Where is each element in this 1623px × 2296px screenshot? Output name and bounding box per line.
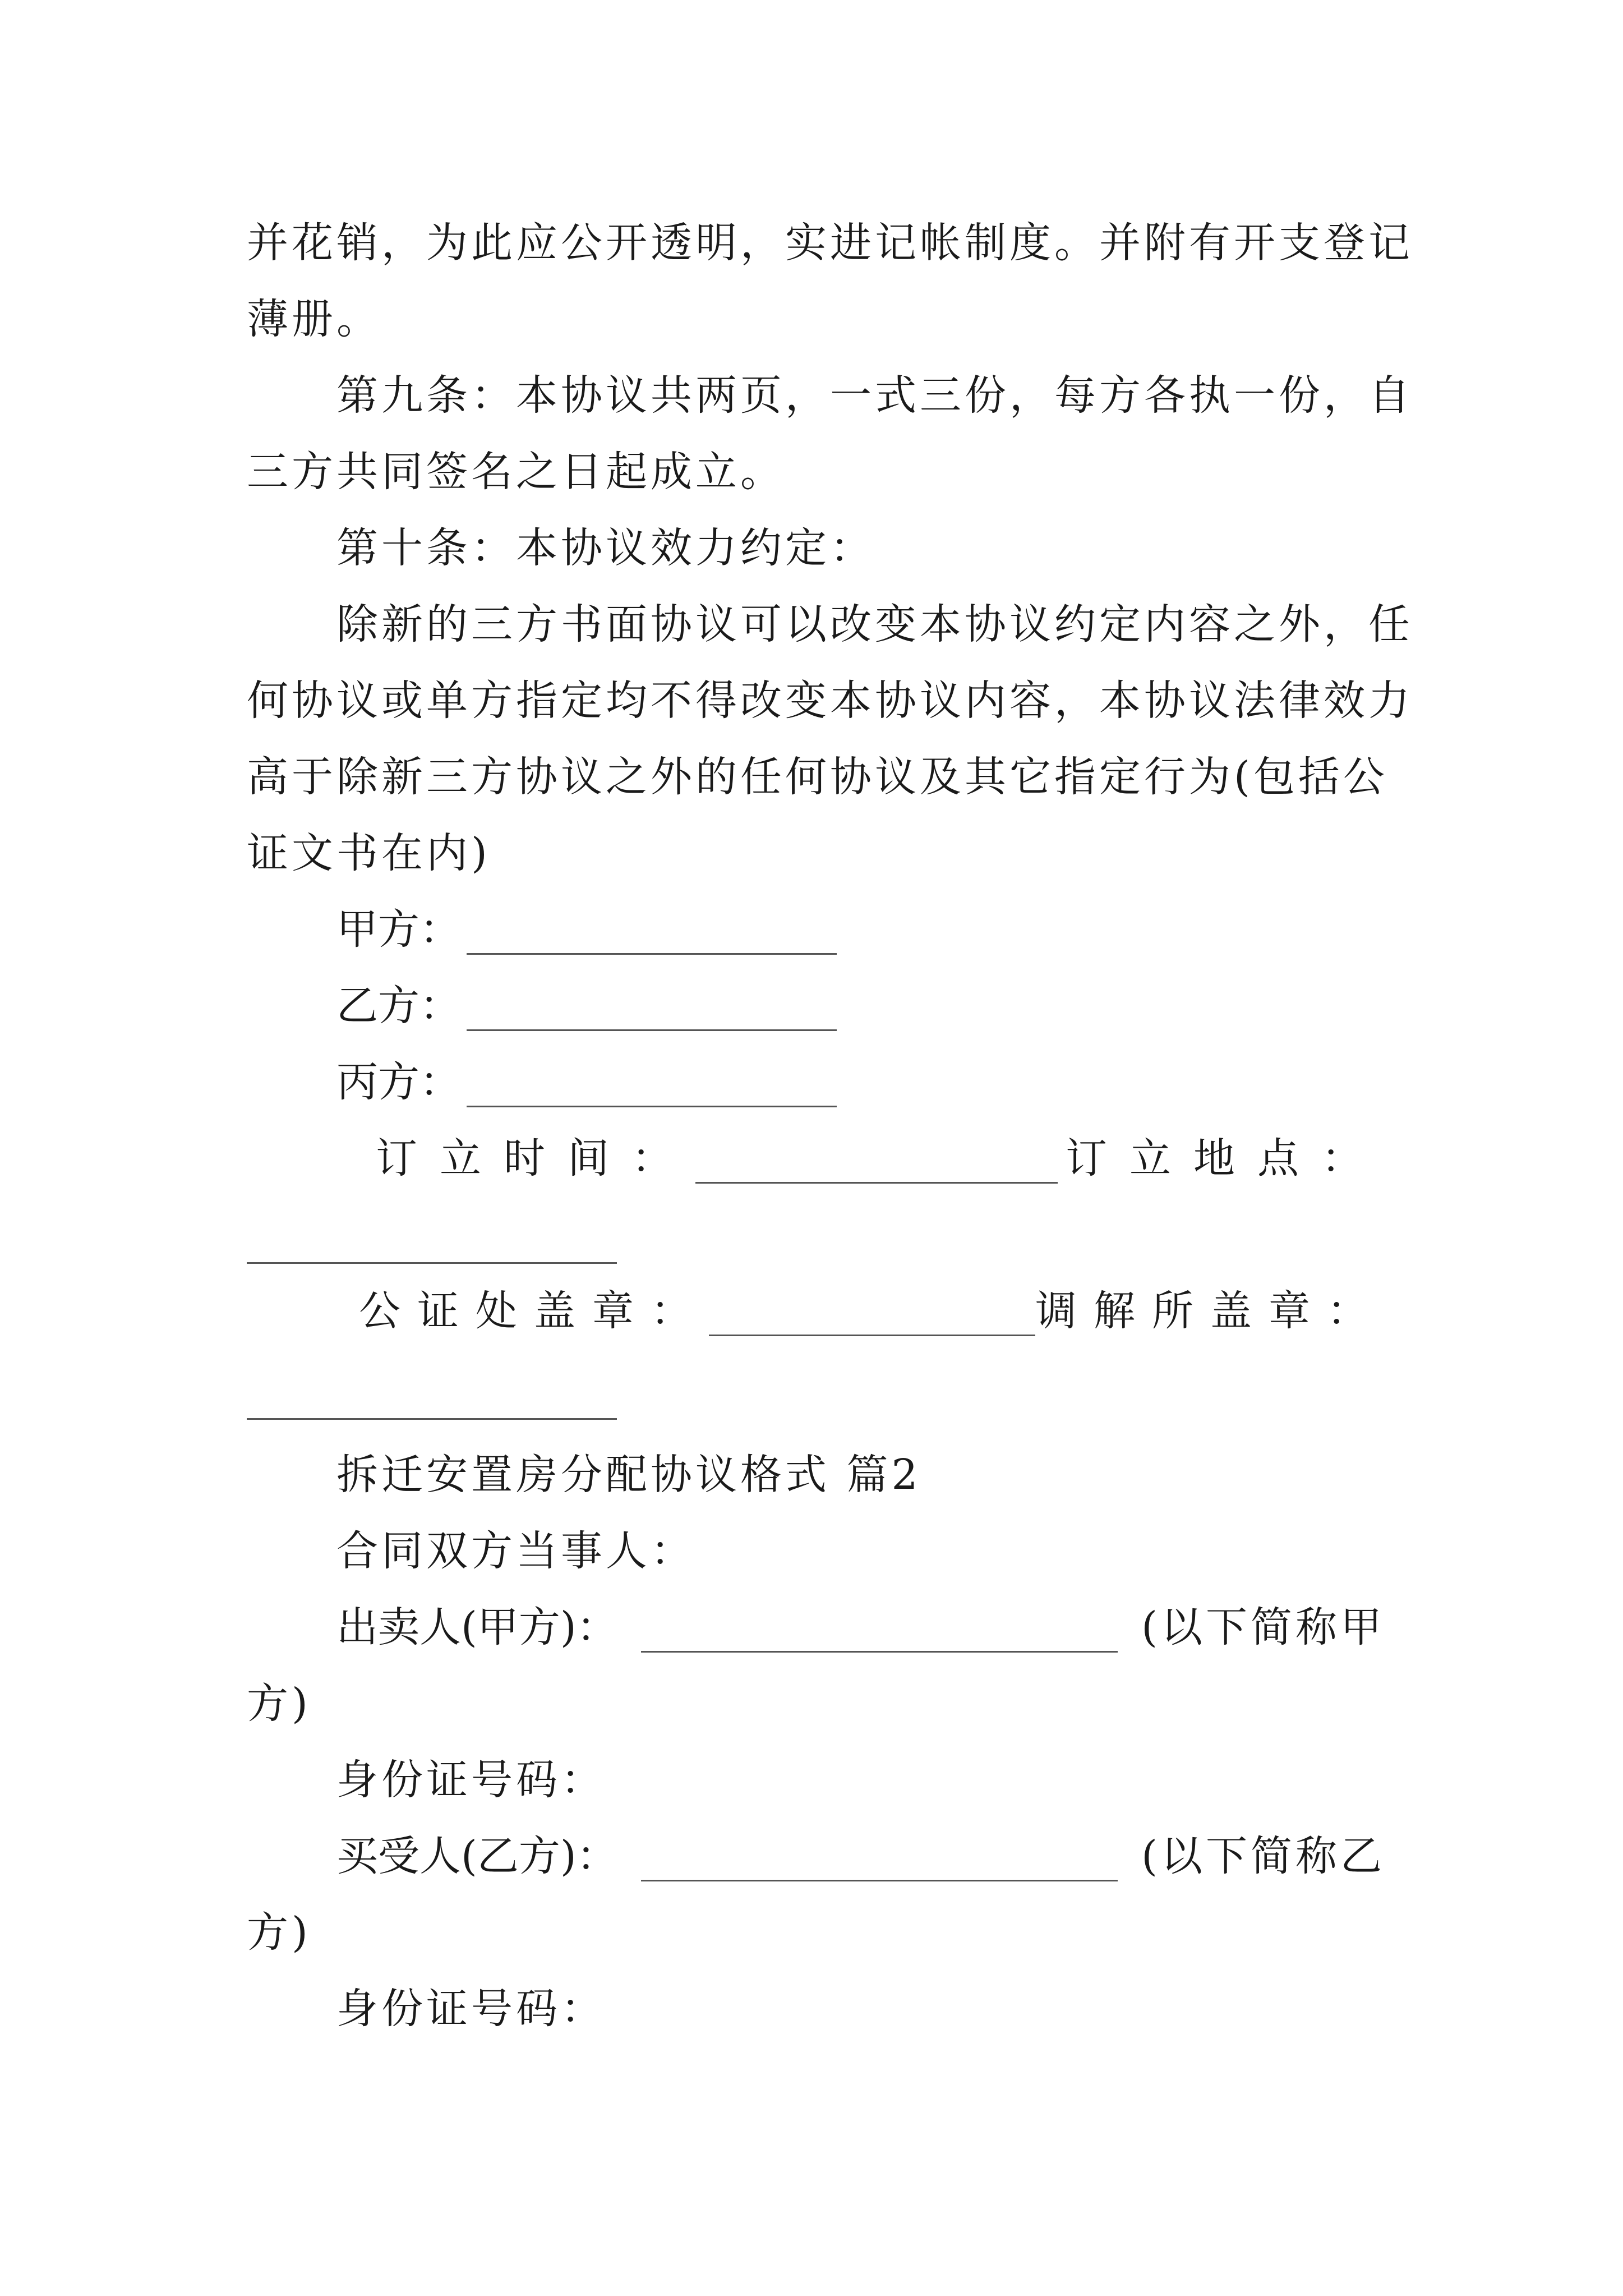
mediation-seal-label: 调解所盖章： bbox=[1035, 1287, 1385, 1335]
buyer-suffix: (以下简称乙 bbox=[1141, 1832, 1385, 1880]
buyer-suffix-cont: 方) bbox=[247, 1908, 311, 1957]
sign-place-blank bbox=[247, 1262, 617, 1264]
text-line: 并花销，为此应公开透明，实进记帐制度。并附有开支登记 bbox=[247, 219, 1413, 267]
sign-time-blank bbox=[695, 1148, 1058, 1184]
sign-time-label: 订立时间： bbox=[376, 1134, 695, 1182]
sign-place-label: 订立地点： bbox=[1066, 1134, 1385, 1182]
text-line: 除新的三方书面协议可以改变本协议约定内容之外，任 bbox=[336, 600, 1413, 648]
text-line: 何协议或单方指定均不得改变本协议内容，本协议法律效力 bbox=[247, 677, 1413, 725]
text-line: 证文书在内) bbox=[247, 829, 491, 877]
seller-label: 出卖人(甲方)： bbox=[336, 1603, 618, 1651]
article-10-heading: 第十条：本协议效力约定： bbox=[336, 524, 875, 572]
buyer-id-label: 身份证号码： bbox=[336, 1985, 606, 2033]
seller-suffix: (以下简称甲 bbox=[1141, 1603, 1385, 1651]
party-b-blank bbox=[467, 996, 837, 1031]
party-a-row bbox=[336, 904, 845, 955]
party-a-label: 甲方： bbox=[336, 905, 461, 954]
party-b-label: 乙方： bbox=[336, 982, 461, 1030]
article-9-line: 第九条：本协议共两页，一式三份，每方各执一份，自 bbox=[336, 371, 1413, 420]
party-c-label: 丙方： bbox=[336, 1058, 461, 1106]
seller-id-label: 身份证号码： bbox=[336, 1756, 606, 1804]
text-line: 三方共同签名之日起成立。 bbox=[247, 448, 785, 496]
buyer-row bbox=[336, 1831, 1385, 1881]
party-c-row bbox=[336, 1057, 845, 1107]
parties-label: 合同双方当事人： bbox=[336, 1527, 695, 1575]
seller-blank bbox=[641, 1617, 1118, 1653]
seal-row bbox=[359, 1286, 1385, 1336]
buyer-blank bbox=[641, 1846, 1118, 1881]
buyer-label: 买受人(乙方)： bbox=[336, 1832, 618, 1880]
notary-seal-blank bbox=[709, 1301, 1035, 1336]
mediation-seal-blank bbox=[247, 1418, 617, 1420]
party-c-blank bbox=[467, 1072, 837, 1107]
notary-seal-label: 公证处盖章： bbox=[359, 1287, 709, 1335]
sign-time-place-row bbox=[376, 1133, 1385, 1184]
seller-row bbox=[336, 1602, 1385, 1653]
section-2-title: 拆迁安置房分配协议格式 篇2 bbox=[336, 1451, 921, 1499]
text-line: 高于除新三方协议之外的任何协议及其它指定行为(包括公 bbox=[247, 753, 1388, 801]
party-b-row bbox=[336, 981, 845, 1031]
party-a-blank bbox=[467, 919, 837, 955]
text-line: 薄册。 bbox=[247, 295, 381, 343]
seller-suffix-cont: 方) bbox=[247, 1680, 311, 1728]
